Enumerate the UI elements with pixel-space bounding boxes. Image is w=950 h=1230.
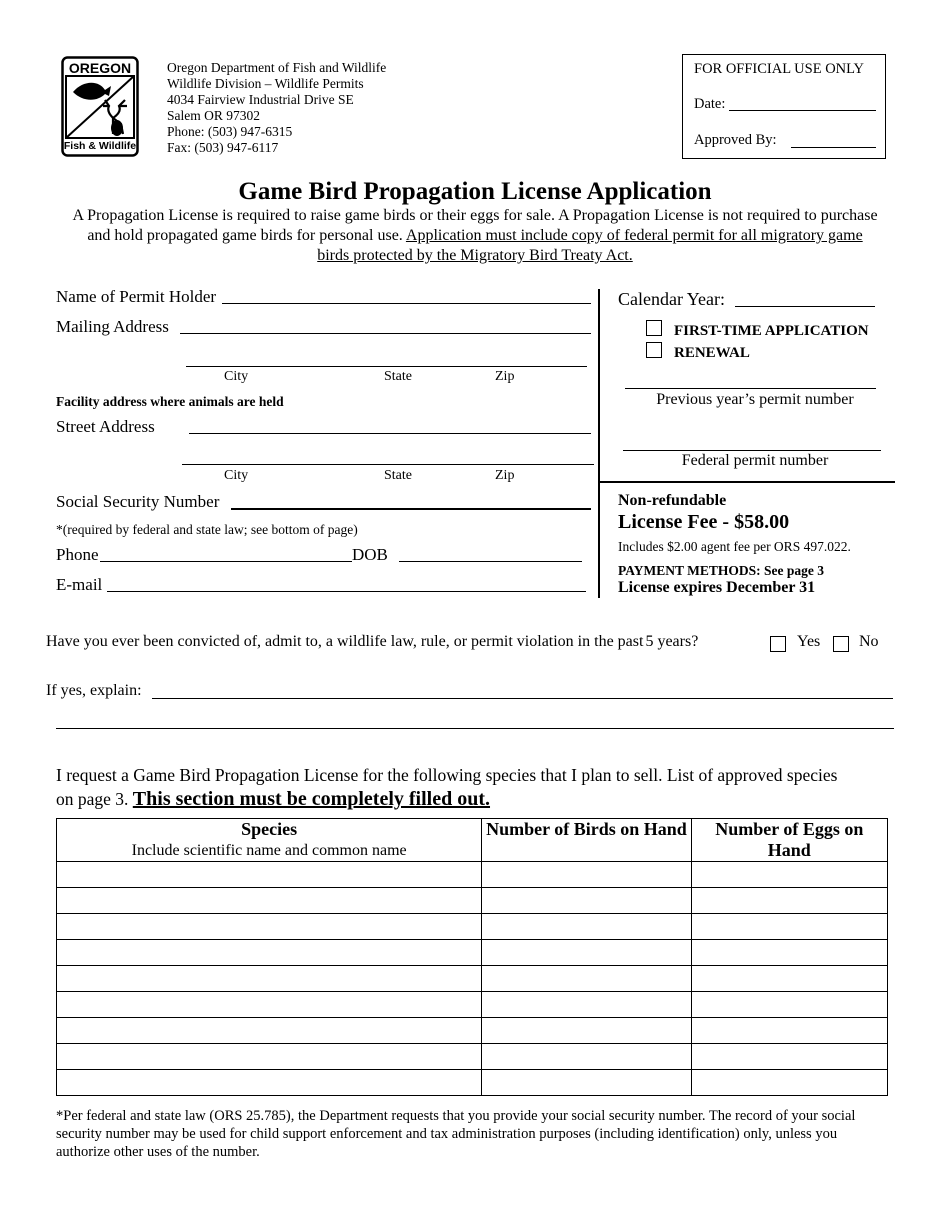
federal-permit-caption: Federal permit number [681,452,829,469]
eggs-cell[interactable] [691,1018,887,1044]
violation-yes-label: Yes [797,633,821,650]
explain-field[interactable] [152,698,893,699]
official-approved-label: Approved By: [694,132,777,148]
species-cell[interactable] [57,1070,482,1096]
official-date-label: Date: [694,96,726,112]
agent-fee-note: Includes $2.00 agent fee per ORS 497.022. [618,539,851,554]
facility-label: Facility address where animals are held [56,394,284,409]
calendar-year-label: Calendar Year: [618,289,725,309]
street-label: Street Address [56,417,155,436]
violation-question [46,633,698,651]
prev-permit-field[interactable] [625,388,876,389]
license-expires: License expires December 31 [618,579,816,596]
species-col-subtitle: Include scientific name and common name [131,842,407,859]
table-row [57,1070,888,1096]
renewal-checkbox[interactable] [646,342,662,358]
species-cell[interactable] [57,966,482,992]
phone-field[interactable] [100,561,352,562]
birds-cell[interactable] [482,914,691,940]
official-use-box [682,54,886,159]
birds-cell[interactable] [482,1070,691,1096]
page-title: Game Bird Propagation License Application [238,178,712,205]
birds-cell[interactable] [482,966,691,992]
payment-methods: PAYMENT METHODS: See page 3 [618,563,825,578]
first-time-label: FIRST-TIME APPLICATION [674,323,869,339]
species-request-text: I request a Game Bird Propagation License for the following species that I plan to sell. List of approved species on page 3. [56,765,838,809]
ssn-field[interactable] [231,508,591,510]
agency-address [167,60,386,156]
species-col-title: Species [241,819,298,839]
mailing-city-state-zip-field[interactable] [186,366,587,367]
table-row [57,992,888,1018]
agency-line: Oregon Department of Fish and Wildlife [167,60,387,75]
species-cell[interactable] [57,914,482,940]
mailing-zip-caption: Zip [495,369,515,384]
eggs-cell[interactable] [691,1070,887,1096]
species-cell[interactable] [57,1044,482,1070]
birds-cell[interactable] [482,992,691,1018]
right-panel-rule [600,481,895,483]
birds-cell[interactable] [482,1018,691,1044]
species-cell[interactable] [57,1018,482,1044]
species-cell[interactable] [57,888,482,914]
intro-underlined: Application must include copy of federal permit for all migratory game birds protected by the Migratory Bird Treaty Act. [317,227,863,264]
name-label: Name of Permit Holder [56,287,217,306]
species-table [56,818,888,1096]
birds-cell[interactable] [482,888,691,914]
phone-label: Phone [56,545,99,564]
intro-paragraph [70,206,880,266]
logo-top-text: OREGON [68,60,132,76]
email-field[interactable] [107,591,586,592]
eggs-column-header: Number of Eggs on Hand [691,819,887,862]
agency-line: Phone: (503) 947-6315 [167,124,293,139]
name-field[interactable] [222,303,591,304]
species-cell[interactable] [57,992,482,1018]
mailing-field[interactable] [180,333,591,334]
facility-city-state-zip-field[interactable] [182,464,594,465]
first-time-checkbox[interactable] [646,320,662,336]
birds-cell[interactable] [482,862,691,888]
dob-label: DOB [352,545,388,564]
species-cell[interactable] [57,862,482,888]
violation-no-label: No [859,633,879,650]
calendar-year-field[interactable] [735,306,875,307]
violation-yes-checkbox[interactable] [770,636,786,652]
facility-state-caption: State [384,468,412,483]
street-field[interactable] [189,433,591,434]
agency-line: Salem OR 97302 [167,108,260,123]
ssn-footnote: *Per federal and state law (ORS 25.785), the Department requests that you provide your social security number. The record of your social security number may be used for child support enforcement and tax administration purposes (including identification) only, unless you authorize other uses of the number. [56,1108,856,1160]
official-date-field[interactable] [729,110,876,111]
eggs-cell[interactable] [691,862,887,888]
birds-cell[interactable] [482,940,691,966]
agency-line: Wildlife Division – Wildlife Permits [167,76,364,91]
renewal-label: RENEWAL [674,345,750,361]
eggs-cell[interactable] [691,914,887,940]
ssn-note: *(required by federal and state law; see bottom of page) [56,522,358,537]
intro-text: A Propagation License is required to raise game birds or their eggs for sale. A Propagation License is not required to purchase and hold propagated game birds for personal use. [72,207,878,244]
eggs-cell[interactable] [691,966,887,992]
species-emphasis: This section must be completely filled out. [132,788,491,810]
column-divider [598,289,600,598]
eggs-cell[interactable] [691,1044,887,1070]
eggs-cell[interactable] [691,992,887,1018]
federal-permit-field[interactable] [623,450,881,451]
birds-cell[interactable] [482,1044,691,1070]
violation-years: 5 years? [645,633,699,650]
facility-zip-caption: Zip [495,468,515,483]
table-row [57,862,888,888]
logo-bottom-text: Fish & Wildlife [63,140,137,152]
table-row [57,1044,888,1070]
agency-line: Fax: (503) 947-6117 [167,140,279,155]
eggs-cell[interactable] [691,888,887,914]
mailing-state-caption: State [384,369,412,384]
violation-question-text: Have you ever been convicted of, admit to, a wildlife law, rule, or permit violation in the past [46,633,644,650]
ssn-label: Social Security Number [56,492,220,511]
nonrefundable-label: Non-refundable [618,492,727,509]
facility-city-caption: City [224,468,249,483]
species-request [56,763,856,811]
explain-label: If yes, explain: [46,682,142,699]
official-use-title: FOR OFFICIAL USE ONLY [694,61,865,77]
violation-no-checkbox[interactable] [833,636,849,652]
mailing-city-caption: City [224,369,249,384]
dob-field[interactable] [399,561,582,562]
agency-line: 4034 Fairview Industrial Drive SE [167,92,354,107]
table-row [57,888,888,914]
prev-permit-caption: Previous year’s permit number [656,391,854,408]
birds-column-header: Number of Birds on Hand [482,819,691,862]
official-approved-field[interactable] [791,147,876,148]
license-fee: License Fee - $58.00 [618,511,790,533]
species-column-header [57,819,482,862]
table-row [57,966,888,992]
table-row [57,914,888,940]
odfw-logo [61,56,139,157]
species-cell[interactable] [57,940,482,966]
table-row [57,940,888,966]
eggs-cell[interactable] [691,940,887,966]
mailing-label: Mailing Address [56,317,169,336]
table-row [57,1018,888,1044]
explain-field-continued[interactable] [56,728,894,729]
email-label: E-mail [56,575,103,594]
